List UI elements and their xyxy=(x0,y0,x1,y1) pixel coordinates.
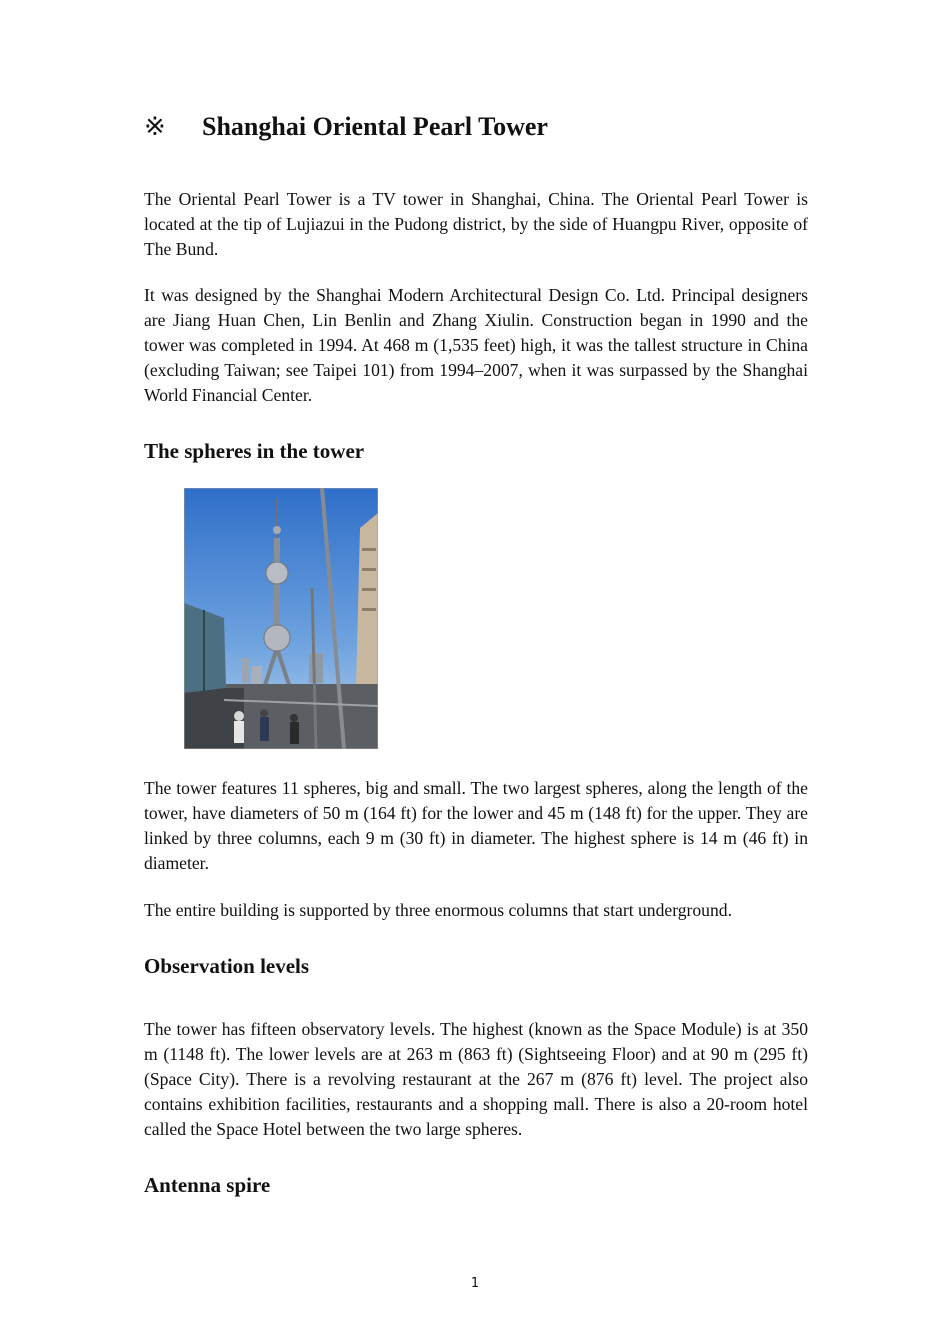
intro-paragraph-2: It was designed by the Shanghai Modern Architectural Design Co. Ltd. Principal designers are Jiang Huan Chen, Lin Benlin and Zhang Xiulin. Construction began in 1990 and the tower was completed in 1994. At 468 m (1,535 feet) high, it was the tallest structure in China (excluding Taiwan; see Taipei 101) from 1994–2007, when it was surpassed by the Shanghai World Financial Center. xyxy=(144,285,808,405)
section-heading-spheres: The spheres in the tower xyxy=(144,439,365,463)
page-number: 1 xyxy=(470,1276,480,1291)
reference-mark-icon: ※ xyxy=(144,112,166,141)
observation-paragraph-1: The tower has fifteen observatory levels. The highest (known as the Space Module) is at 350 m (1148 ft). The lower levels are at 263 m (863 ft) (Sightseeing Floor) and at 90 m (295 ft) (Space City). There is a revolving restaurant at the 267 m (876 ft) level. The project also contains exhibition facilities, restaurants and a shopping mall. There is also a 20-room hotel called the Space Hotel between the two large spheres. xyxy=(144,1019,808,1139)
page-title-text: Shanghai Oriental Pearl Tower xyxy=(202,112,548,141)
tower-photo xyxy=(184,488,378,749)
spheres-paragraph-2: The entire building is supported by three enormous columns that start underground. xyxy=(144,900,732,920)
section-heading-antenna: Antenna spire xyxy=(144,1173,271,1197)
intro-paragraph-1: The Oriental Pearl Tower is a TV tower in Shanghai, China. The Oriental Pearl Tower is located at the tip of Lujiazui in the Pudong district, by the side of Huangpu River, opposite of The Bund. xyxy=(144,189,808,259)
spheres-paragraph-1: The tower features 11 spheres, big and small. The two largest spheres, along the length of the tower, have diameters of 50 m (164 ft) for the lower and 45 m (148 ft) for the upper. They are linked by three columns, each 9 m (30 ft) in diameter. The highest sphere is 14 m (46 ft) in diameter. xyxy=(144,778,808,873)
section-heading-observation: Observation levels xyxy=(144,954,310,978)
page-title xyxy=(144,112,548,142)
